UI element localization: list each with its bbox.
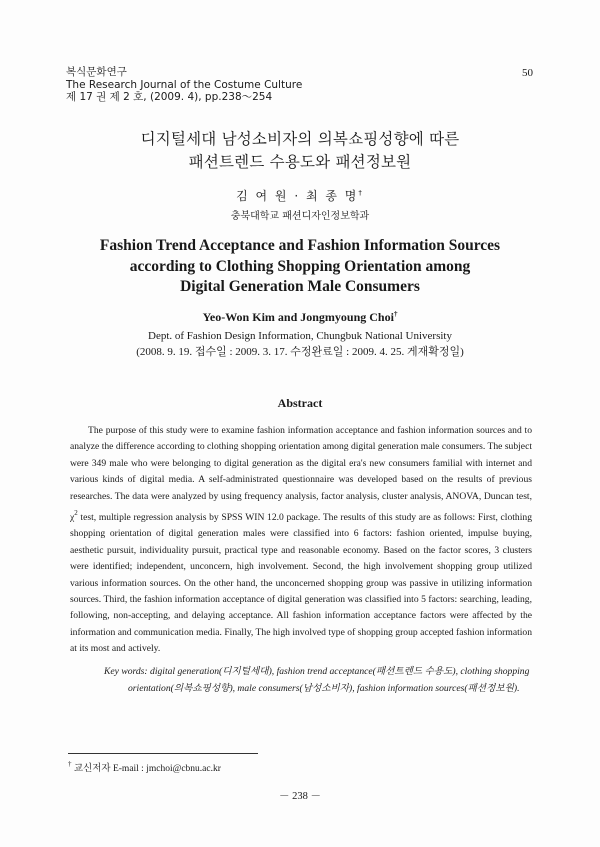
keywords — [104, 664, 534, 697]
header-page-number: 50 — [522, 67, 533, 79]
authors-english — [0, 310, 600, 325]
title-english — [0, 236, 600, 298]
title-english-line1: Fashion Trend Acceptance and Fashion Information Sources — [99, 237, 501, 254]
abstract-part2: test, multiple regression analysis by SPSS WIN 12.0 package. The results of this study are as follows: First, clothing shopping orientation of digital generation males were classified into 6 factors: fashion oriented, impulse buying, aesthetic pursuit, individuality pursuit, practical type and reasonable economy. Based on the factor scores, 3 clusters were identified; independent, unconcern, high involvement. Second, the high involvement shopping group utilized various information sources. On the other hand, the unconcerned shopping group was passive in utilizing information sources. Third, the fashion information acceptance of digital generation was classified into 5 factors: searching, leading, following, non-accepting, and delaying acceptance. All fashion information acceptance factors were affected by the information and communication media. Finally, The high involved type of shopping group accepted fashion information at its most and actively. — [70, 512, 532, 655]
title-korean-line1: 디지털세대 남성소비자의 의복쇼핑성향에 따른 — [140, 130, 460, 148]
submission-dates: (2008. 9. 19. 접수일 : 2009. 3. 17. 수정완료일 : 2009. 4. 25. 게재확정일) — [136, 345, 464, 358]
authors-korean — [0, 187, 600, 204]
title-english-line2: according to Clothing Shopping Orientation among — [129, 257, 471, 275]
affiliation-korean: 충북대학교 패션디자인정보학과 — [230, 211, 370, 222]
chi-symbol: χ — [70, 512, 75, 524]
abstract-heading: Abstract — [277, 396, 323, 410]
chi-superscript: 2 — [74, 509, 78, 518]
title-korean-line2: 패션트렌드 수용도와 패션정보원 — [188, 153, 412, 171]
journal-name-english: The Research Journal of the Costume Culture — [66, 78, 303, 91]
footnote-mark: † — [68, 760, 72, 768]
journal-name-korean: 복식문화연구 — [66, 66, 127, 78]
footnote — [68, 760, 221, 774]
title-english-line3: Digital Generation Male Consumers — [180, 278, 420, 295]
authors-english-names: Yeo-Won Kim and Jongmyoung Choi — [202, 310, 394, 324]
footnote-rule — [68, 753, 258, 754]
authors-korean-names: 김 여 원 · 최 종 명 — [236, 189, 359, 203]
title-korean — [0, 128, 600, 174]
abstract-body — [70, 423, 532, 658]
keywords-text: digital generation(디지털세대), fashion trend acceptance(패션트렌드 수용도), clothing shopping orientation(의복쇼핑성향), male consumers(남성소비자), fashion information sources(패션정보원). — [128, 666, 530, 694]
keywords-label: Key words: — [104, 666, 148, 677]
volume-info: 제 17 권 제 2 호, (2009. 4), pp.238～254 — [66, 91, 273, 103]
affiliation-english: Dept. of Fashion Design Information, Chungbuk National University — [148, 330, 452, 342]
corresponding-author-mark: † — [358, 189, 364, 197]
affiliation-block — [0, 329, 600, 360]
journal-header — [66, 66, 302, 104]
footnote-text: 교신저자 E-mail : jmchoi@cbnu.ac.kr — [73, 764, 221, 774]
corresponding-author-mark-english: † — [393, 310, 398, 318]
page-folio: － 238 － — [279, 791, 321, 802]
abstract-part1: The purpose of this study were to examine fashion information acceptance and fashion information sources and to analyze the difference according to clothing shopping orientation among digital generation male consumers. The subject were 349 male who were belonging to digital generation as the digital era's new consumers familial with internet and various kinds of digital media. A self-administrated questionnaire was developed based on the results of previous researches. The data were analyzed by using frequency analysis, factor analysis, cluster analysis, ANOVA, Duncan test, — [70, 425, 532, 502]
